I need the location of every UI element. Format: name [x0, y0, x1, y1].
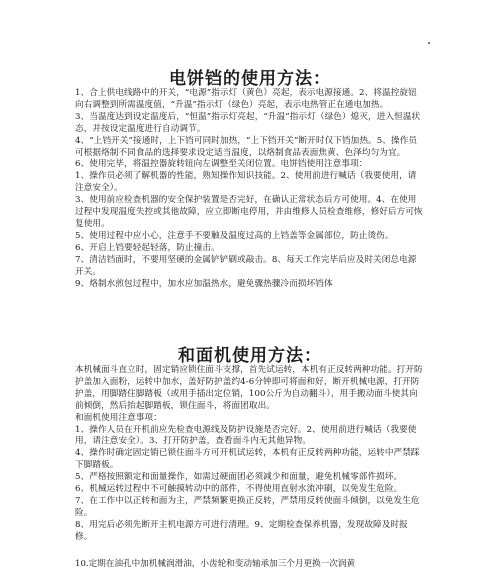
paragraph: 7、在工作中以正转和面为主，严禁频繁更换正反转，严禁用反转使面斗倾倒，以免发生危险。 [75, 495, 420, 518]
paragraph: 1、合上供电线路中的开关，“电源”指示灯（黄色）亮起，表示电源接通。2、将温控旋钮向右调整到所需温度值，“升温”指示灯（绿色）亮起，表示电热管正在通电加热。 [75, 88, 417, 110]
page-mark [428, 42, 430, 44]
paragraph: 4、“上铛开关”接通时，上下铛可同时加热，“上下铛开关”断开时仅下铛加热。5、操作员可根据烙制不同食品的选择要求设定适当温度，以烙制食品表面焦黄、色泽均匀为宜。 [75, 135, 418, 158]
paragraph: 8、用完后必须先断开主机电源方可进行清理。9、定期检查保养机器，发现故障及时报修。 [75, 519, 408, 542]
section-title-pancake-griddle: 电饼铛的使用方法： [169, 69, 331, 89]
paragraph: 6、使用完毕，将温控器旋转钮向左调整至关闭位置。电饼铛使用注意事项： [75, 159, 368, 170]
paragraph: 1、操作员必须了解机器的性能，熟知操作知识技能。2、使用前进行喊话（我要使用，请注意安全）。 [75, 171, 417, 194]
paragraph: 1、操作人员在开机前应先检查电源线及防护设施是否完好。2、使用前进行喊话（我要使用，请注意安全）。3、打开防护盖，查看面斗内无其他异物。 [75, 424, 417, 447]
section-body-dough-mixer [75, 365, 425, 544]
paragraph: 9、烙制水煎包过程中，加水应加温热水，避免骤热骤冷而损坏铛体 [75, 278, 333, 289]
paragraph-cut-off: 10.定期在油孔中加机械润滑油，小齿轮和变动轴承加三个月更换一次润黄 [75, 559, 356, 569]
paragraph: 本机械面斗直立时，固定销应锁住面斗支撑，首先试运转，本机有正反转两种功能。打开防护盖加入面粉，运转中加水，盖好防护盖约4-6分钟即可将面和好，断开机械电源，打开防护盖，用脚踏住脚踏板（或用手插出定位销，100公斤为自动翻斗），用手搬动面斗使其向前倾倒，然后抬起脚踏板，锁住面斗，将面团取出。 [75, 365, 423, 411]
paragraph: 5、使用过程中应小心，注意手不要触及温度过高的上铛盖等金属部位，防止烫伤。 [75, 230, 394, 241]
section-body-pancake-griddle [75, 88, 425, 290]
paragraph: 3、使用前应检查机器的安全保护装置是否完好，在确认正常状态后方可使用。4、在使用过程中发现温度失控或其他故障，应立即断电停用，并由维修人员检查维修，修好后方可恢复使用。 [75, 195, 423, 229]
paragraph: 5、严格按照额定和面量操作，如需过硬面团必须减少和面量，避免机械零部件损坏。 [75, 472, 403, 483]
paragraph: 6、开启上铛要轻起轻落，防止撞击。 [75, 242, 220, 253]
section-title-dough-mixer: 和面机使用方法： [178, 346, 322, 366]
paragraph: 和面机使用注意事项： [75, 412, 162, 423]
paragraph: 3、当温度达到设定温度后，“恒温”指示灯亮起，“升温”指示灯（绿色）熄灭，进入恒温状态，并按设定温度进行自动调节。 [75, 111, 421, 134]
paragraph: 7、清洁铛面时，不要用坚硬的金属铲铲刷或敲击。8、每天工作完毕后应及时关闭总电源开关。 [75, 254, 417, 277]
paragraph: 4、操作时确定固定销已锁住面斗方可开机试运转，本机有正反转两种功能，运转中严禁踩下脚踏板。 [75, 448, 420, 471]
paragraph: 6、机械运转过程中不可触摸转动中的部件，不得使用直射水流冲刷，以免发生危险。 [75, 484, 403, 495]
